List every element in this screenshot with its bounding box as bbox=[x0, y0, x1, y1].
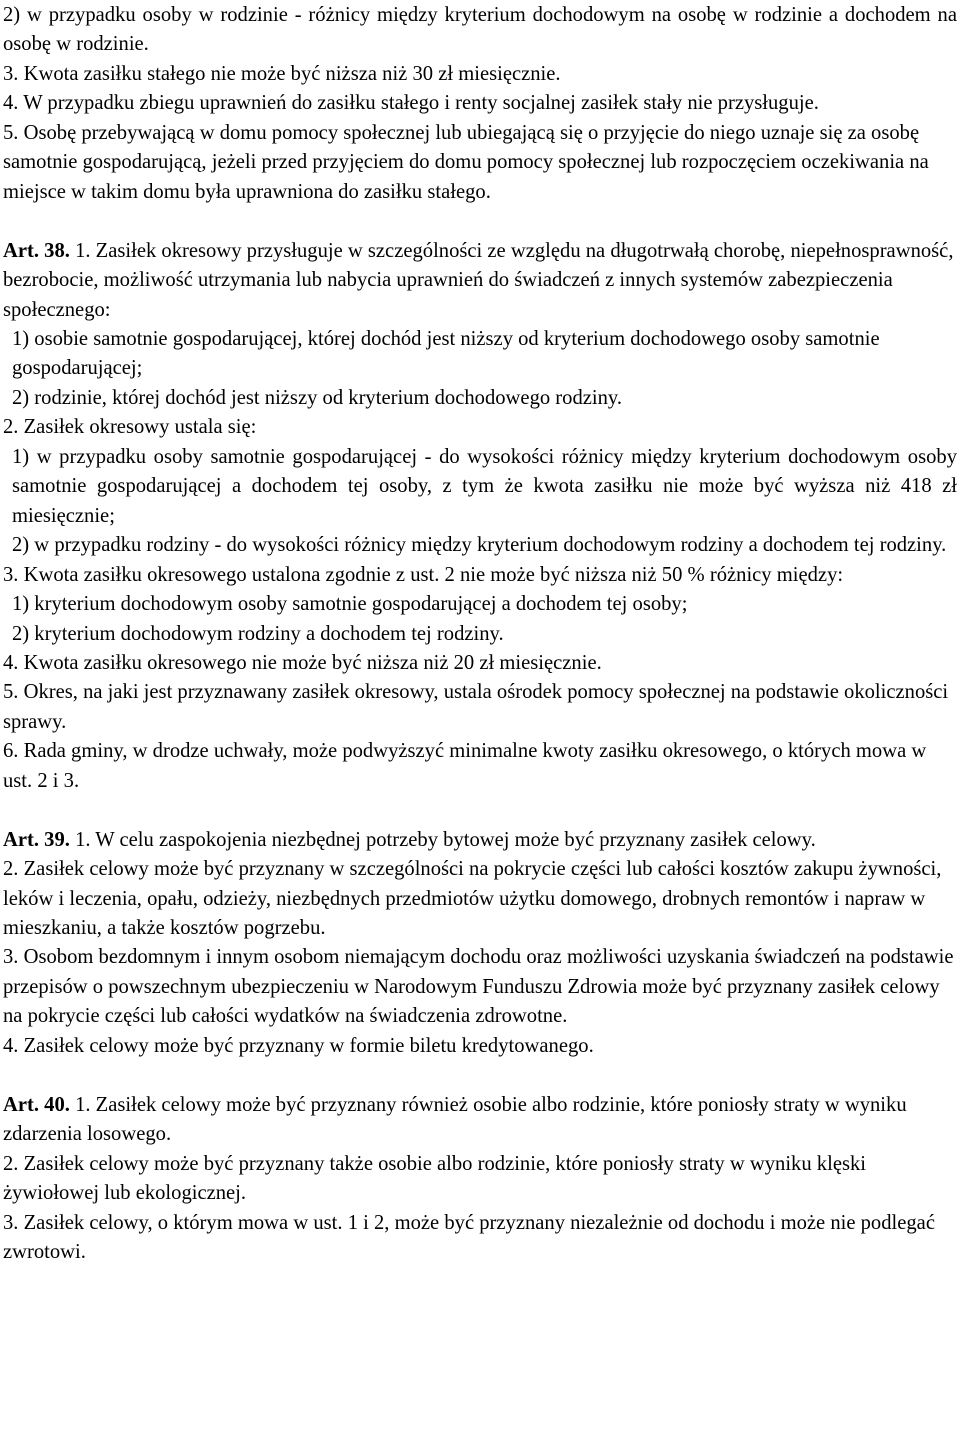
art38-paragraph-5: 5. Okres, na jaki jest przyznawany zasiłek okresowy, ustala ośrodek pomocy społecznej na podstawie okoliczności sprawy. bbox=[3, 681, 949, 733]
art39-paragraph-4: 4. Zasiłek celowy może być przyznany w formie biletu kredytowanego. bbox=[3, 1034, 594, 1057]
art38-p2-item-2: 2) w przypadku rodziny - do wysokości różnicy między kryterium dochodowym rodziny a dochodem tej rodziny. bbox=[12, 534, 947, 557]
art38-p1-item-1: 1) osobie samotnie gospodarującej, której dochód jest niższy od kryterium dochodowego osoby samotnie gospodarującej; bbox=[12, 327, 880, 380]
art39-heading: Art. 39. bbox=[3, 828, 70, 851]
art38-p3-item-2: 2) kryterium dochodowym rodziny a dochodem tej rodziny. bbox=[12, 622, 504, 645]
art40-paragraph-2: 2. Zasiłek celowy może być przyznany także osobie albo rodzinie, które poniosły straty w wyniku klęski żywiołowej lub ekologicznej. bbox=[3, 1152, 866, 1205]
art39-paragraph-3: 3. Osobom bezdomnym i innym osobom niemającym dochodu oraz możliwości uzyskania świadczeń na podstawie przepisów o powszechnym ubezpieczeniu w Narodowym Funduszu Zdrowia może być przyznany zasiłek celowy na pokrycie części lub całości wydatków na świadczenia zdrowotne. bbox=[3, 946, 954, 1028]
art40-heading: Art. 40. bbox=[3, 1093, 70, 1116]
art40-paragraph-3: 3. Zasiłek celowy, o którym mowa w ust. 1 i 2, może być przyznany niezależnie od dochodu i może nie podlegać zwrotowi. bbox=[3, 1211, 935, 1263]
art39-paragraph-2: 2. Zasiłek celowy może być przyznany w szczególności na pokrycie części lub całości kosztów zakupu żywności, leków i leczenia, opału, odzieży, niezbędnych przedmiotów użytku domowego, drobnych remontów i napraw w mieszkaniu, a także kosztów pogrzebu. bbox=[3, 858, 942, 940]
art37-paragraph-4: 4. W przypadku zbiegu uprawnień do zasiłku stałego i renty socjalnej zasiłek stały nie przysługuje. bbox=[3, 92, 819, 115]
section-spacer bbox=[3, 1061, 957, 1090]
art39-paragraph-1-text: 1. W celu zaspokojenia niezbędnej potrzeby bytowej może być przyznany zasiłek celowy. bbox=[75, 828, 816, 851]
art37-item-2: 2) w przypadku osoby w rodzinie - różnicy między kryterium dochodowym na osobę w rodzinie a dochodem na osobę w rodzinie. bbox=[3, 4, 957, 56]
art38-p1-item-2: 2) rodzinie, której dochód jest niższy od kryterium dochodowego rodziny. bbox=[12, 386, 623, 409]
art38-p3-item-1: 1) kryterium dochodowym osoby samotnie gospodarującej a dochodem tej osoby; bbox=[12, 593, 688, 616]
section-spacer bbox=[3, 796, 957, 825]
art38-paragraph-2: 2. Zasiłek okresowy ustala się: bbox=[3, 416, 257, 439]
art38-paragraph-4: 4. Kwota zasiłku okresowego nie może być niższa niż 20 zł miesięcznie. bbox=[3, 651, 602, 674]
art38-paragraph-1-text: 1. Zasiłek okresowy przysługuje w szczególności ze względu na długotrwałą chorobę, niepełnosprawność, bezrobocie, możliwość utrzymania lub nabycia uprawnień do świadczeń z innych systemów zabezpieczenia społecznego: bbox=[3, 239, 954, 321]
art39-paragraph-1 bbox=[3, 826, 957, 855]
art38-paragraph-3: 3. Kwota zasiłku okresowego ustalona zgodnie z ust. 2 nie może być niższa niż 50 % różnicy między: bbox=[3, 563, 844, 586]
art38-p2-item-1: 1) w przypadku osoby samotnie gospodarującej - do wysokości różnicy między kryterium dochodowym osoby samotnie gospodarującej a dochodem tej osoby, z tym że kwota zasiłku nie może być wyższa niż 418 zł miesięcznie; bbox=[12, 445, 957, 527]
art37-paragraph-3: 3. Kwota zasiłku stałego nie może być niższa niż 30 zł miesięcznie. bbox=[3, 62, 561, 85]
art38-paragraph-1 bbox=[3, 237, 957, 325]
art38-heading: Art. 38. bbox=[3, 239, 70, 262]
section-spacer bbox=[3, 207, 957, 236]
art37-paragraph-5: 5. Osobę przebywającą w domu pomocy społecznej lub ubiegającą się o przyjęcie do niego uznaje się za osobę samotnie gospodarującą, jeżeli przed przyjęciem do domu pomocy społecznej lub rozpoczęciem oczekiwania na miejsce w takim domu była uprawniona do zasiłku stałego. bbox=[3, 121, 929, 203]
art40-paragraph-1-text: 1. Zasiłek celowy może być przyznany również osobie albo rodzinie, które poniosły straty w wyniku zdarzenia losowego. bbox=[3, 1093, 907, 1146]
art38-paragraph-6: 6. Rada gminy, w drodze uchwały, może podwyższyć minimalne kwoty zasiłku okresowego, o których mowa w ust. 2 i 3. bbox=[3, 740, 927, 792]
art40-paragraph-1 bbox=[3, 1091, 957, 1150]
